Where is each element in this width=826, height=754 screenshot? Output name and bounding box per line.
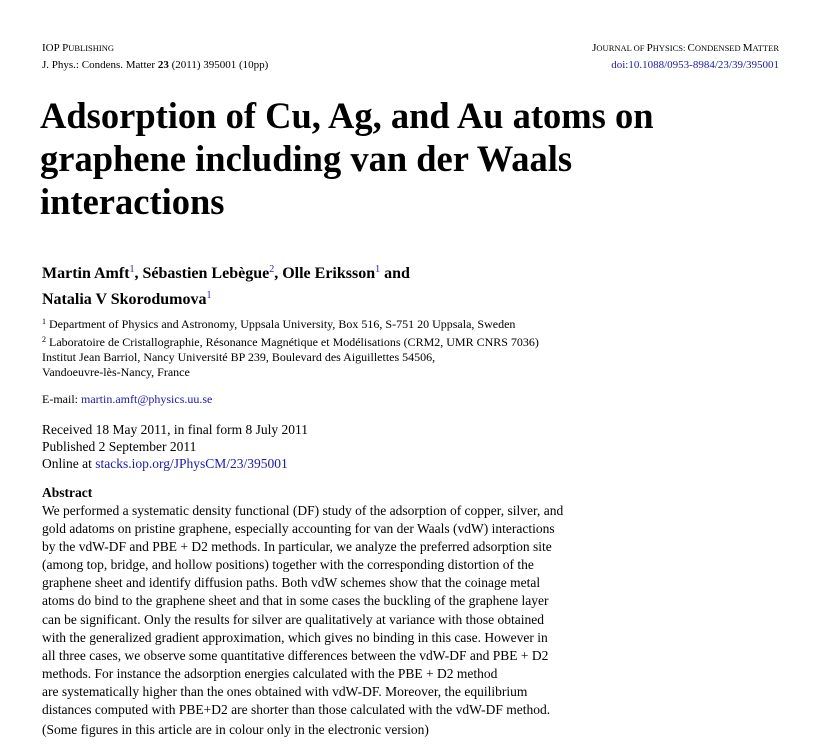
abstract-line: gold adatoms on pristine graphene, especially accounting for van der Waals (vdW) interactions bbox=[42, 521, 555, 537]
affiliation-ref[interactable]: 1 bbox=[206, 290, 212, 301]
abstract-line: We performed a systematic density functional (DF) study of the adsorption of copper, silver, and bbox=[42, 503, 564, 518]
abstract-line: methods. For instance the adsorption energies calculated with the PBE + D2 method bbox=[42, 665, 498, 681]
abstract-line: with the generalized gradient approximation, which gives no binding in this case. However in bbox=[42, 629, 548, 645]
affiliation-ref[interactable]: 1 bbox=[129, 264, 135, 275]
received-date: Received 18 May 2011, in final form 8 July 2011 bbox=[42, 422, 308, 437]
online-url-link[interactable]: stacks.iop.org/JPhysCM/23/395001 bbox=[95, 456, 288, 471]
abstract-body bbox=[42, 502, 563, 719]
author-name: Natalia V Skorodumova bbox=[42, 291, 207, 308]
abstract-line: all three cases, we observe some quantitative differences between the vdW-DF and PBE + D2 bbox=[42, 647, 549, 663]
abstract-heading: Abstract bbox=[42, 485, 93, 500]
author-name: Sébastien Lebègue bbox=[142, 265, 270, 282]
email-line: E-mail: martin.amft@physics.uu.se bbox=[42, 392, 213, 406]
doi-link[interactable]: doi:10.1088/0953-8984/23/39/395001 bbox=[611, 59, 779, 71]
title-line: Adsorption of Cu, Ag, and Au atoms on bbox=[40, 95, 654, 136]
author-line-2 bbox=[42, 285, 410, 311]
publication-dates bbox=[42, 421, 308, 472]
title-line: graphene including van der Waals bbox=[40, 138, 573, 179]
abstract-line: atoms do bind to the graphene sheet and that in some cases the buckling of the graphene layer bbox=[42, 593, 549, 609]
abstract-line: distances computed with PBE+D2 are shorter than those calculated with the vdW-DF method. bbox=[42, 702, 551, 718]
affiliation-line: Vandoeuvre-lès-Nancy, France bbox=[42, 365, 190, 379]
affiliation-ref[interactable]: 2 bbox=[269, 264, 275, 275]
journal-name: JOURNAL OF PHYSICS: CONDENSED MATTER bbox=[592, 42, 779, 54]
online-line: Online at stacks.iop.org/JPhysCM/23/395001 bbox=[42, 456, 288, 471]
citation-line: J. Phys.: Condens. Matter 23 (2011) 395001 (10pp) bbox=[42, 59, 269, 71]
abstract-line: graphene sheet and identify diffusion paths. Both vdW schemes show that the coinage metal bbox=[42, 575, 541, 591]
abstract-line: by the vdW-DF and PBE + D2 methods. In particular, we analyze the preferred adsorption site bbox=[42, 539, 552, 555]
abstract-line: (among top, bridge, and hollow positions) together with the corresponding distortion of the bbox=[42, 557, 534, 573]
published-date: Published 2 September 2011 bbox=[42, 439, 197, 454]
affiliation-ref[interactable]: 1 bbox=[375, 264, 381, 275]
author-list bbox=[42, 259, 410, 311]
author-line-1: Martin Amft$^1$, Sébastien Lebègue$^2$, Olle Eriksson$^1$ and bbox=[42, 264, 410, 282]
publisher-name: IOP PUBLISHING bbox=[42, 42, 114, 54]
affiliation-line: $^1$ Department of Physics and Astronomy, Uppsala University, Box 516, S-751 20 Uppsala, Sweden bbox=[42, 317, 516, 331]
abstract-line: can be significant. Only the results for silver are qualitatively at variance with those obtained bbox=[42, 611, 544, 627]
email-link[interactable]: martin.amft@physics.uu.se bbox=[81, 392, 213, 406]
abstract-line: are systematically higher than the ones obtained with vdW-DF. Moreover, the equilibrium bbox=[42, 683, 528, 699]
affiliation-line: Institut Jean Barriol, Nancy Université BP 239, Boulevard des Aiguillettes 54506, bbox=[42, 350, 436, 364]
colour-note: (Some figures in this article are in colour only in the electronic version) bbox=[42, 722, 429, 737]
author-name: Olle Eriksson bbox=[282, 265, 376, 282]
affiliation-line: $^2$ Laboratoire de Cristallographie, Résonance Magnétique et Modélisations (CRM2, UMR CNRS 7036) bbox=[42, 335, 539, 349]
article-title bbox=[40, 94, 654, 223]
affiliations bbox=[42, 314, 539, 380]
title-line: interactions bbox=[40, 181, 225, 222]
author-name: Martin Amft bbox=[42, 265, 130, 282]
